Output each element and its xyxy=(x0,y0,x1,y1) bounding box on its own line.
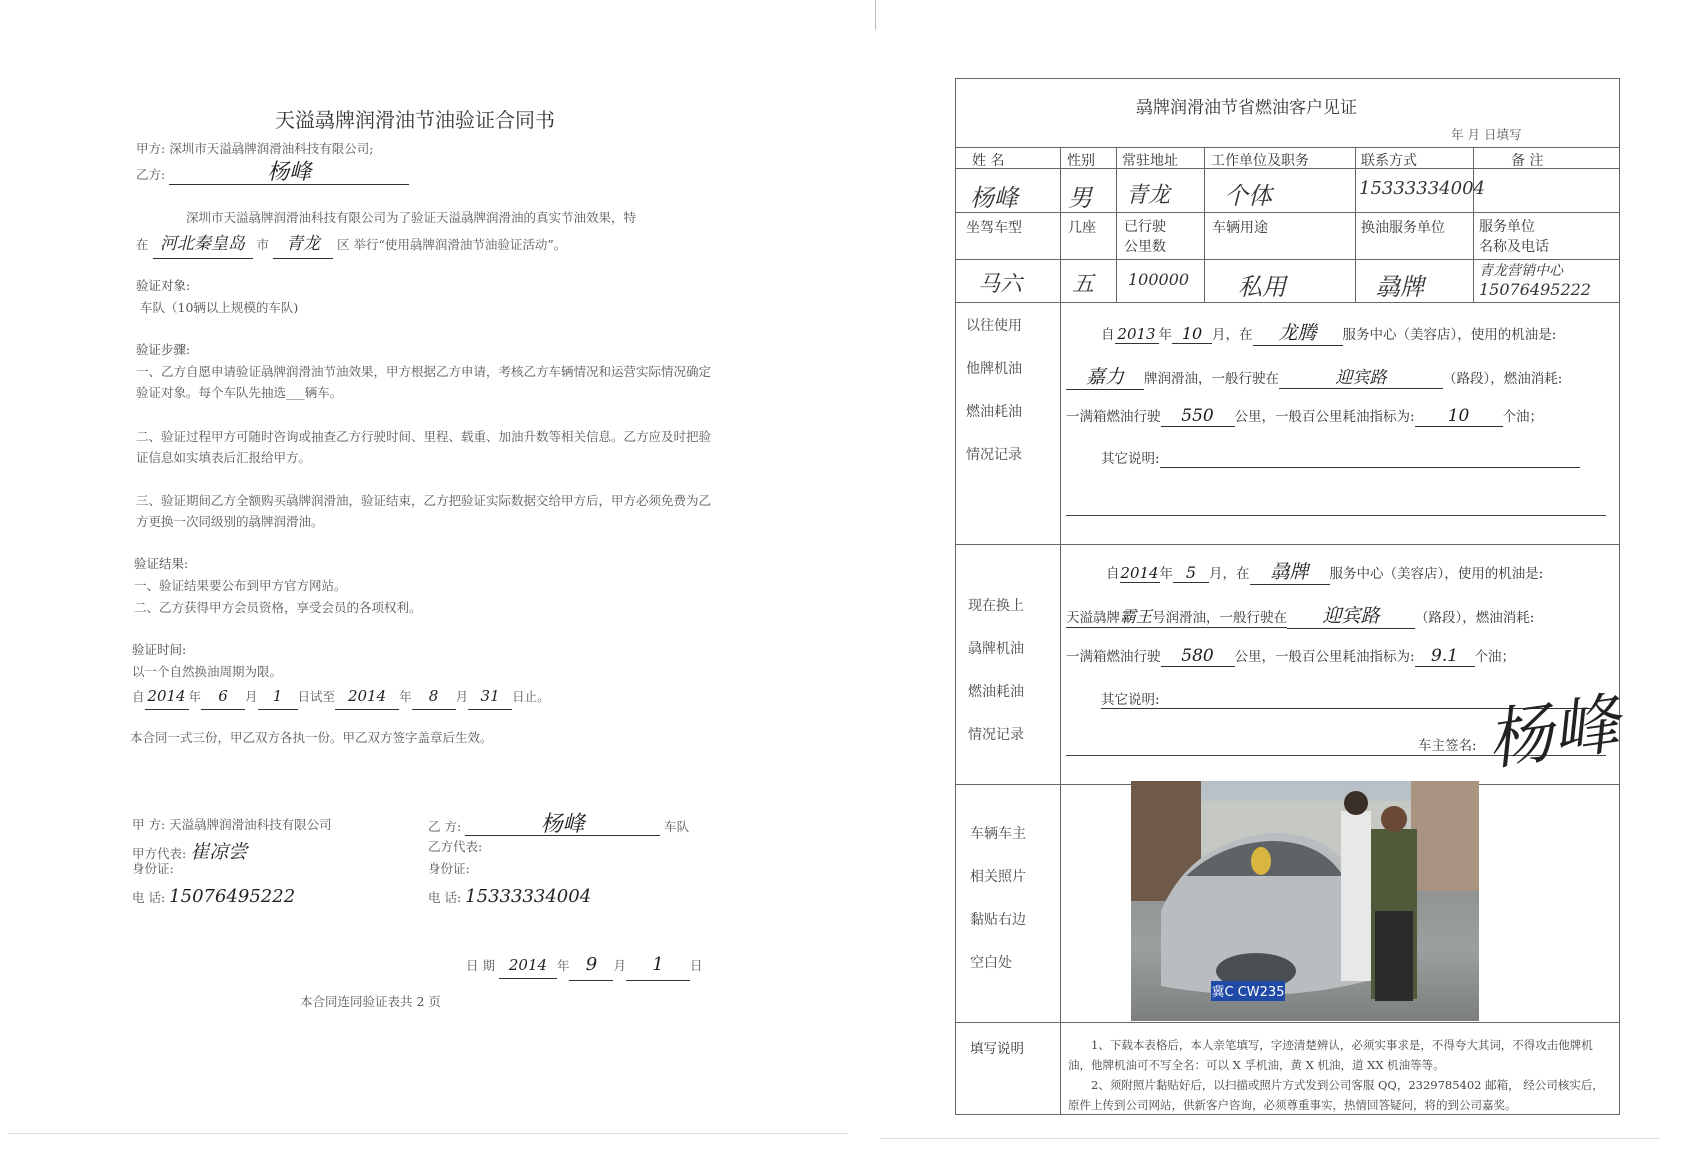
time-year-label-2: 年 xyxy=(399,689,412,704)
prev-road: 迎宾路 xyxy=(1279,363,1443,389)
step-1: 一、乙方自愿申请验证骉牌润滑油节油效果，甲方根据乙方申请，考核乙方车辆情况和运营实际情况确定验证对象。每个车队先抽选___辆车。 xyxy=(136,364,712,400)
date-label: 日 期 xyxy=(466,958,495,973)
notes-text xyxy=(1068,1035,1608,1115)
intro-province: 河北秦皇岛 xyxy=(153,230,253,259)
prev-line-2 xyxy=(1066,362,1562,390)
header-address: 常驻地址 xyxy=(1122,153,1178,169)
header-svc-info-2: 名称及电话 xyxy=(1479,239,1549,255)
prev-l3-suffix: 个油； xyxy=(1502,409,1544,425)
owner-sign-label: 车主签名: xyxy=(1418,738,1477,754)
page-divider-mark xyxy=(875,0,876,30)
now-year-label: 年 xyxy=(1159,566,1173,582)
rep-a-signature: 崔凉尝 xyxy=(190,841,248,863)
prev-l1-mid: 月，在 xyxy=(1212,327,1253,343)
grid-line xyxy=(1473,147,1474,302)
time-from-year: 2014 xyxy=(145,684,189,710)
photo-label-3: 黏贴右边 xyxy=(970,912,1026,928)
left-page-edge xyxy=(8,1133,848,1134)
now-line-2 xyxy=(1066,601,1534,629)
prev-km: 550 xyxy=(1161,406,1235,427)
grid-line xyxy=(1116,147,1117,302)
prev-place: 龙腾 xyxy=(1253,318,1343,346)
prev-label-2: 他牌机油 xyxy=(966,361,1022,377)
header-service-info xyxy=(1479,217,1549,257)
date-year-label: 年 xyxy=(556,958,570,973)
time-day-to: 日试至 xyxy=(297,689,336,704)
tel-a-label: 电 话: xyxy=(132,890,166,905)
value-service-name: 青龙营销中心 xyxy=(1479,263,1563,279)
sign-b-signature: 杨峰 xyxy=(465,815,660,836)
prev-consumption: 10 xyxy=(1415,406,1503,427)
grid-line xyxy=(1060,147,1061,302)
time-from-day: 1 xyxy=(258,684,298,710)
intro-prefix: 在 xyxy=(136,237,149,252)
now-label-3: 燃油耗油 xyxy=(968,684,1024,700)
target-text: 车队（10辆以上规模的车队) xyxy=(140,300,299,315)
prev-blank-line xyxy=(1066,515,1606,516)
value-contact: 15333334004 xyxy=(1359,178,1485,199)
value-seats: 五 xyxy=(1072,272,1095,297)
time-range xyxy=(132,684,550,710)
now-l2-mid: 号润滑油，一般行驶在 xyxy=(1152,610,1288,626)
car-photo-illustration xyxy=(1131,781,1479,1021)
note-1: 1、下载本表格后，本人亲笔填写，字迹清楚辨认，必须实事求是，不得夸大其词，不得攻击他牌机油，他牌机油可不写全名：可以 X 孚机油，黄 X 机油，道 XX 机油等等。 xyxy=(1068,1038,1593,1072)
header-usage: 车辆用途 xyxy=(1212,220,1268,236)
header-job: 工作单位及职务 xyxy=(1211,153,1309,169)
party-b-label: 乙方: xyxy=(136,167,166,182)
value-car: 马六 xyxy=(978,272,1023,297)
prev-label-3: 燃油耗油 xyxy=(966,404,1022,420)
tel-b-label: 电 话: xyxy=(428,890,462,905)
now-place: 骉牌 xyxy=(1250,557,1330,585)
sign-b-suffix: 车队 xyxy=(664,819,690,834)
owner-car-photo xyxy=(1131,781,1479,1021)
now-l3-suffix: 个油； xyxy=(1474,649,1516,665)
now-l2-prefix: 天溢骉牌 xyxy=(1066,610,1120,626)
date-year: 2014 xyxy=(499,953,557,979)
grid-line xyxy=(956,1022,1619,1023)
time-to-year: 2014 xyxy=(335,684,399,710)
photo-label-2: 相关照片 xyxy=(970,869,1026,885)
now-road: 迎宾路 xyxy=(1287,601,1415,629)
contract-footer: 本合同连同验证表共 2 页 xyxy=(300,994,441,1009)
value-address: 青龙 xyxy=(1126,183,1171,208)
now-year: 2014 xyxy=(1120,564,1159,582)
time-title: 验证时间: xyxy=(132,642,187,657)
value-usage: 私用 xyxy=(1238,273,1286,301)
time-year-label: 年 xyxy=(188,689,202,704)
form-title: 骉牌润滑油节省燃油客户见证 xyxy=(1136,98,1357,118)
now-l3-prefix: 一满箱燃油行驶 xyxy=(1066,649,1161,665)
now-l1-mid: 月，在 xyxy=(1209,566,1250,582)
owner-signature: 杨峰 xyxy=(1482,685,1624,780)
tel-b-value: 15333334004 xyxy=(465,886,592,907)
time-to-month: 8 xyxy=(412,684,456,710)
value-job: 个体 xyxy=(1224,182,1272,210)
id-a-label: 身份证: xyxy=(132,861,174,876)
testimonial-form xyxy=(955,78,1624,1115)
prev-month: 10 xyxy=(1172,324,1212,344)
header-mileage xyxy=(1124,217,1166,257)
contract-date xyxy=(466,950,703,981)
grid-line xyxy=(1355,147,1356,302)
time-end: 日止。 xyxy=(512,689,550,704)
time-month-label-2: 月 xyxy=(455,689,469,704)
time-from-prefix: 自 xyxy=(132,689,145,704)
header-mileage-2: 公里数 xyxy=(1124,239,1166,255)
sign-a-label: 甲 方: xyxy=(132,817,166,832)
now-l3-mid: 公里，一般百公里耗油指标为: xyxy=(1234,649,1415,665)
result-title: 验证结果: xyxy=(134,556,189,571)
header-seats: 几座 xyxy=(1068,220,1096,236)
header-contact: 联系方式 xyxy=(1361,153,1417,169)
rep-b-label: 乙方代表: xyxy=(428,839,483,854)
date-day: 1 xyxy=(626,950,690,981)
now-consumption: 9.1 xyxy=(1415,646,1475,667)
grid-line xyxy=(956,544,1619,545)
party-b-signature: 杨峰 xyxy=(169,162,409,185)
now-l2-prefix-wrap xyxy=(1066,604,1287,628)
now-month: 5 xyxy=(1173,563,1209,583)
prev-l3-mid: 公里，一般百公里耗油指标为: xyxy=(1234,409,1415,425)
intro-line-1: 深圳市天溢骉牌润滑油科技有限公司为了验证天溢骉牌润滑油的真实节油效果，特 xyxy=(186,210,637,225)
now-from-prefix: 自 xyxy=(1106,566,1120,582)
intro-suffix: 区 举行“使用骉牌润滑油节油验证活动”。 xyxy=(336,237,567,252)
prev-from-prefix: 自 xyxy=(1101,327,1115,343)
header-svc-info-1: 服务单位 xyxy=(1479,219,1535,235)
form-fill-date: 年 月 日填写 xyxy=(1451,127,1522,142)
prev-other xyxy=(1101,447,1580,468)
header-remark: 备 注 xyxy=(1511,153,1544,169)
prev-year-label: 年 xyxy=(1158,327,1172,343)
note-2: 2、须附照片黏贴好后，以扫描或照片方式发到公司客服 QQ，2329785402 邮箱， 经公司核实后，原件上传到公司网站，供新客户咨询，必须尊重事实，热情回答疑问，将的到公司嘉奖。 xyxy=(1068,1078,1604,1112)
sign-a-value: 天溢骉牌润滑油科技有限公司 xyxy=(169,817,332,832)
prev-line-3 xyxy=(1066,405,1543,427)
steps-title: 验证步骤: xyxy=(136,342,191,357)
grid-line xyxy=(956,302,1619,303)
copies-note: 本合同一式三份，甲乙双方各执一份。甲乙双方签字盖章后生效。 xyxy=(130,730,493,745)
header-name: 姓 名 xyxy=(972,153,1005,169)
now-label-4: 情况记录 xyxy=(968,727,1024,743)
header-mileage-1: 已行驶 xyxy=(1124,219,1166,235)
photo-label-1: 车辆车主 xyxy=(970,826,1026,842)
party-a-label: 甲方: xyxy=(136,141,166,156)
prev-l2-suffix: （路段），燃油消耗: xyxy=(1443,371,1563,387)
contract-title: 天溢骉牌润滑油节油验证合同书 xyxy=(275,108,555,132)
time-from-month: 6 xyxy=(201,684,245,710)
now-label-1: 现在换上 xyxy=(968,598,1024,614)
result-1: 一、验证结果要公布到甲方官方网站。 xyxy=(134,578,347,593)
value-service-tel: 15076495222 xyxy=(1479,280,1591,299)
header-gender: 性别 xyxy=(1067,153,1095,169)
now-other-label: 其它说明: xyxy=(1101,692,1160,708)
tel-a-value: 15076495222 xyxy=(169,886,296,907)
grid-line xyxy=(956,212,1619,213)
prev-year: 2013 xyxy=(1115,325,1159,344)
now-km: 580 xyxy=(1161,646,1235,667)
step-2: 二、验证过程甲方可随时咨询或抽查乙方行驶时间、里程、载重、加油升数等相关信息。乙方应及时把验证信息如实填表后汇报给甲方。 xyxy=(136,429,712,465)
time-month-label: 月 xyxy=(245,689,258,704)
now-l2-suffix: （路段），燃油消耗: xyxy=(1415,610,1535,626)
result-2: 二、乙方获得甲方会员资格，享受会员的各项权利。 xyxy=(134,600,422,615)
prev-l2-mid: 牌润滑油，一般行驶在 xyxy=(1144,371,1279,387)
now-l1-suffix: 服务中心（美容店），使用的机油是: xyxy=(1329,566,1544,582)
now-line-3 xyxy=(1066,645,1515,667)
now-line-1 xyxy=(1106,557,1543,585)
date-day-label: 日 xyxy=(690,958,703,973)
grid-line xyxy=(1060,302,1061,1114)
rep-a-label: 甲方代表: xyxy=(132,846,187,861)
value-service: 骉牌 xyxy=(1376,273,1424,301)
time-text: 以一个自然换油周期为限。 xyxy=(132,664,283,679)
prev-other-label: 其它说明: xyxy=(1101,451,1160,467)
date-month: 9 xyxy=(569,950,613,981)
step-3: 三、验证期间乙方全额购买骉牌润滑油，验证结束，乙方把验证实际数据交给甲方后，甲方必须免费为乙方更换一次同级别的骉牌润滑油。 xyxy=(136,493,712,529)
time-to-day: 31 xyxy=(468,684,512,710)
value-gender: 男 xyxy=(1068,184,1092,212)
date-month-label: 月 xyxy=(613,958,626,973)
now-grade: 霸王 xyxy=(1120,607,1153,626)
id-b-label: 身份证: xyxy=(428,861,470,876)
target-title: 验证对象: xyxy=(136,278,191,293)
sign-b-label: 乙 方: xyxy=(428,819,462,834)
right-page-edge xyxy=(880,1138,1660,1139)
notes-label: 填写说明 xyxy=(970,1041,1024,1057)
grid-line xyxy=(956,147,1619,148)
prev-l3-prefix: 一满箱燃油行驶 xyxy=(1066,409,1161,425)
prev-label-1: 以往使用 xyxy=(966,318,1022,334)
photo-label-4: 空白处 xyxy=(970,955,1012,971)
value-mileage: 100000 xyxy=(1128,270,1190,289)
party-a-value: 深圳市天溢骉牌润滑油科技有限公司; xyxy=(169,141,374,156)
prev-label-4: 情况记录 xyxy=(966,447,1022,463)
header-service: 换油服务单位 xyxy=(1361,220,1445,236)
grid-line xyxy=(1204,147,1205,302)
intro-city-label: 市 xyxy=(256,237,269,252)
header-car: 坐驾车型 xyxy=(966,220,1022,236)
prev-brand: 嘉力 xyxy=(1066,362,1144,390)
prev-line-1 xyxy=(1101,318,1556,346)
now-label-2: 骉牌机油 xyxy=(968,641,1024,657)
license-plate: 冀C CW235 xyxy=(1211,985,1285,1000)
prev-l1-suffix: 服务中心（美容店），使用的机油是: xyxy=(1342,327,1557,343)
value-name: 杨峰 xyxy=(970,184,1018,212)
intro-district: 青龙 xyxy=(273,230,333,259)
